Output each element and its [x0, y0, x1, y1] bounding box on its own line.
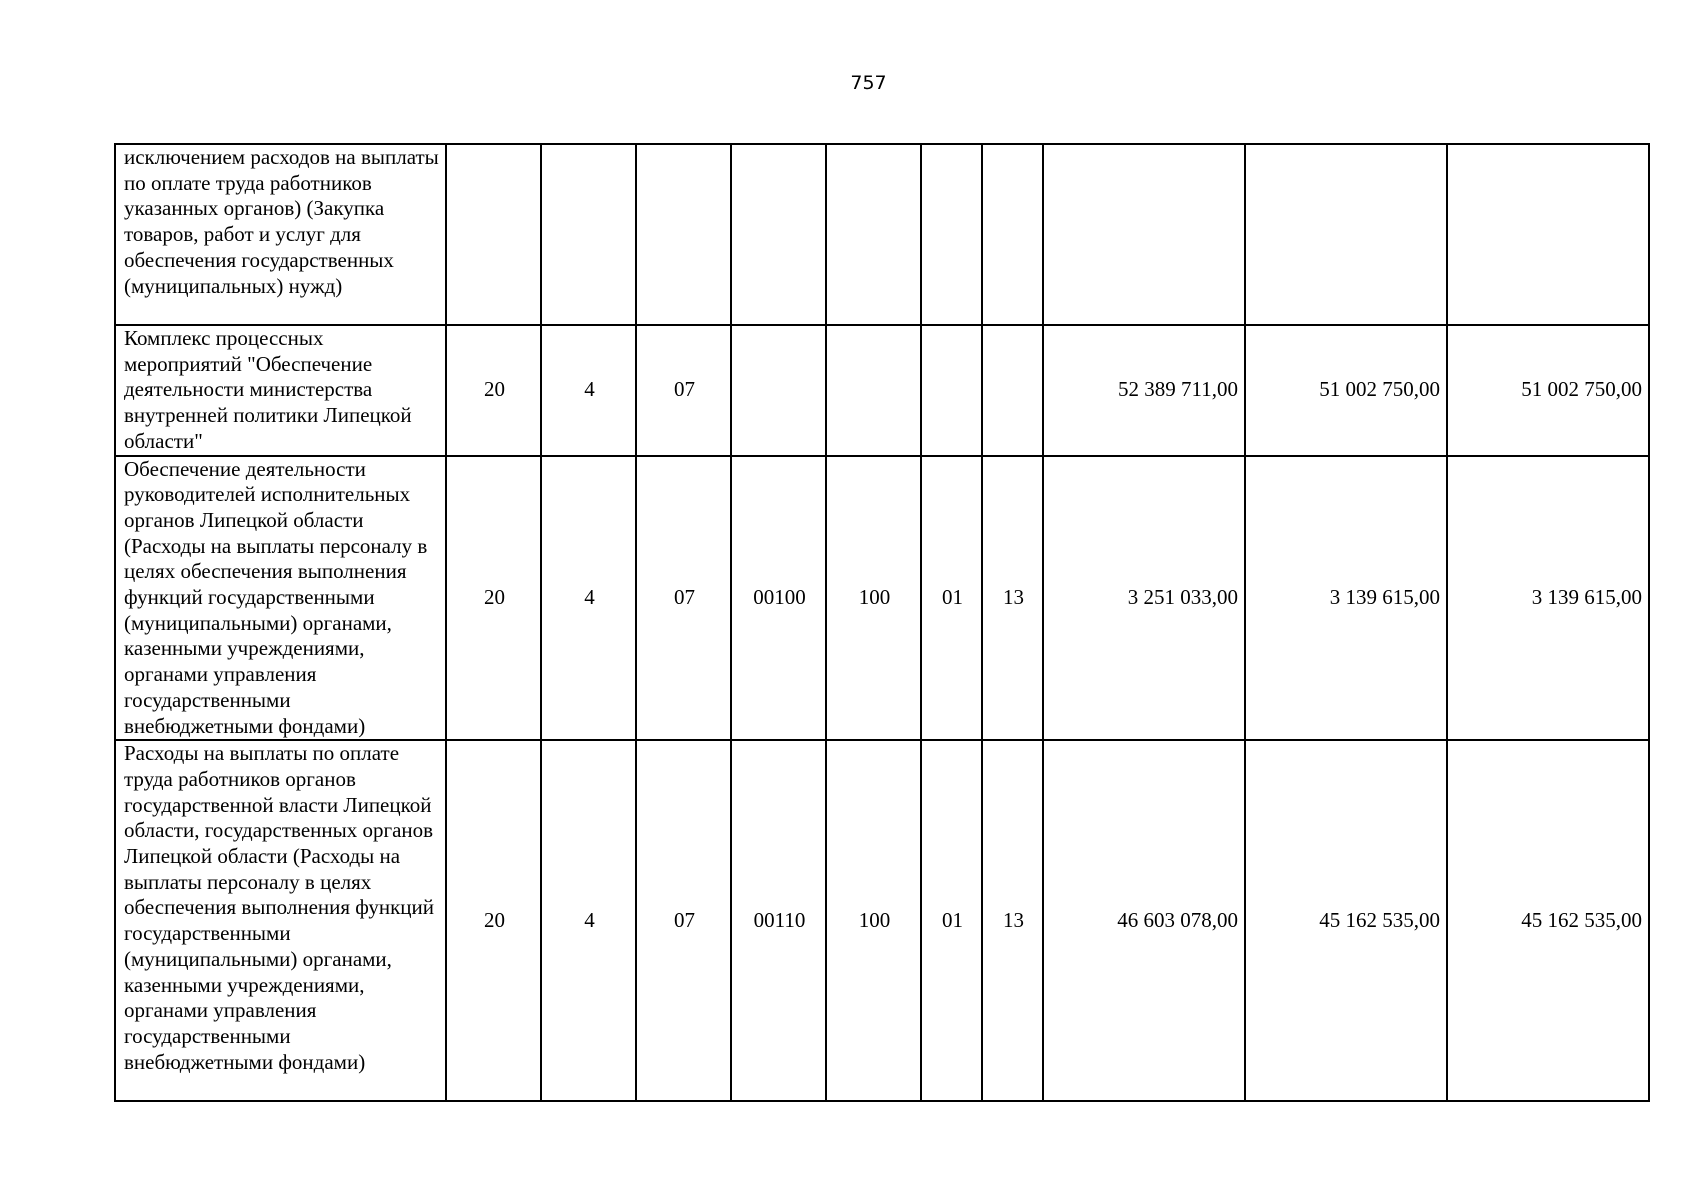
code-cell	[636, 144, 731, 325]
code-cell: 100	[826, 456, 921, 741]
code-cell	[826, 144, 921, 325]
budget-table	[114, 143, 1650, 1102]
code-cell	[826, 325, 921, 456]
code-cell: 20	[446, 325, 541, 456]
amount-cell: 45 162 535,00	[1447, 740, 1649, 1101]
code-cell: 4	[541, 456, 636, 741]
amount-cell: 3 139 615,00	[1447, 456, 1649, 741]
code-cell	[541, 144, 636, 325]
amount-cell: 52 389 711,00	[1043, 325, 1245, 456]
amount-cell	[1245, 144, 1447, 325]
code-cell: 01	[921, 740, 982, 1101]
amount-cell: 46 603 078,00	[1043, 740, 1245, 1101]
code-cell: 100	[826, 740, 921, 1101]
code-cell	[731, 144, 826, 325]
code-cell	[446, 144, 541, 325]
code-cell: 00110	[731, 740, 826, 1101]
code-cell	[921, 144, 982, 325]
amount-cell: 51 002 750,00	[1447, 325, 1649, 456]
code-cell	[982, 144, 1043, 325]
page-number: 757	[850, 72, 887, 94]
amount-cell: 3 251 033,00	[1043, 456, 1245, 741]
code-cell: 20	[446, 740, 541, 1101]
row-name-cell: Расходы на выплаты по оплате труда работников органов государственной власти Липецкой области, государственных органов Липецкой области (Расходы на выплаты персоналу в целях обеспечения выполнения функций государственными (муниципальными) органами, казенными учреждениями, органами управления государственными внебюджетными фондами)	[115, 740, 446, 1101]
amount-cell	[1043, 144, 1245, 325]
code-cell: 01	[921, 456, 982, 741]
code-cell: 07	[636, 325, 731, 456]
amount-cell	[1447, 144, 1649, 325]
code-cell: 4	[541, 740, 636, 1101]
amount-cell: 51 002 750,00	[1245, 325, 1447, 456]
row-name-cell: Комплекс процессных мероприятий "Обеспечение деятельности министерства внутренней политики Липецкой области"	[115, 325, 446, 456]
table-row	[115, 325, 1649, 456]
code-cell: 13	[982, 456, 1043, 741]
code-cell	[982, 325, 1043, 456]
code-cell: 4	[541, 325, 636, 456]
code-cell: 00100	[731, 456, 826, 741]
row-name-cell: исключением расходов на выплаты по оплате труда работников указанных органов) (Закупка товаров, работ и услуг для обеспечения государственных (муниципальных) нужд)	[115, 144, 446, 325]
amount-cell: 3 139 615,00	[1245, 456, 1447, 741]
code-cell	[921, 325, 982, 456]
table-row	[115, 456, 1649, 741]
table-row	[115, 740, 1649, 1101]
code-cell	[731, 325, 826, 456]
code-cell: 07	[636, 456, 731, 741]
row-name-cell: Обеспечение деятельности руководителей исполнительных органов Липецкой области (Расходы на выплаты персоналу в целях обеспечения выполнения функций государственными (муниципальными) органами, казенными учреждениями, органами управления государственными внебюджетными фондами)	[115, 456, 446, 741]
code-cell: 20	[446, 456, 541, 741]
table-row	[115, 144, 1649, 325]
amount-cell: 45 162 535,00	[1245, 740, 1447, 1101]
code-cell: 07	[636, 740, 731, 1101]
code-cell: 13	[982, 740, 1043, 1101]
